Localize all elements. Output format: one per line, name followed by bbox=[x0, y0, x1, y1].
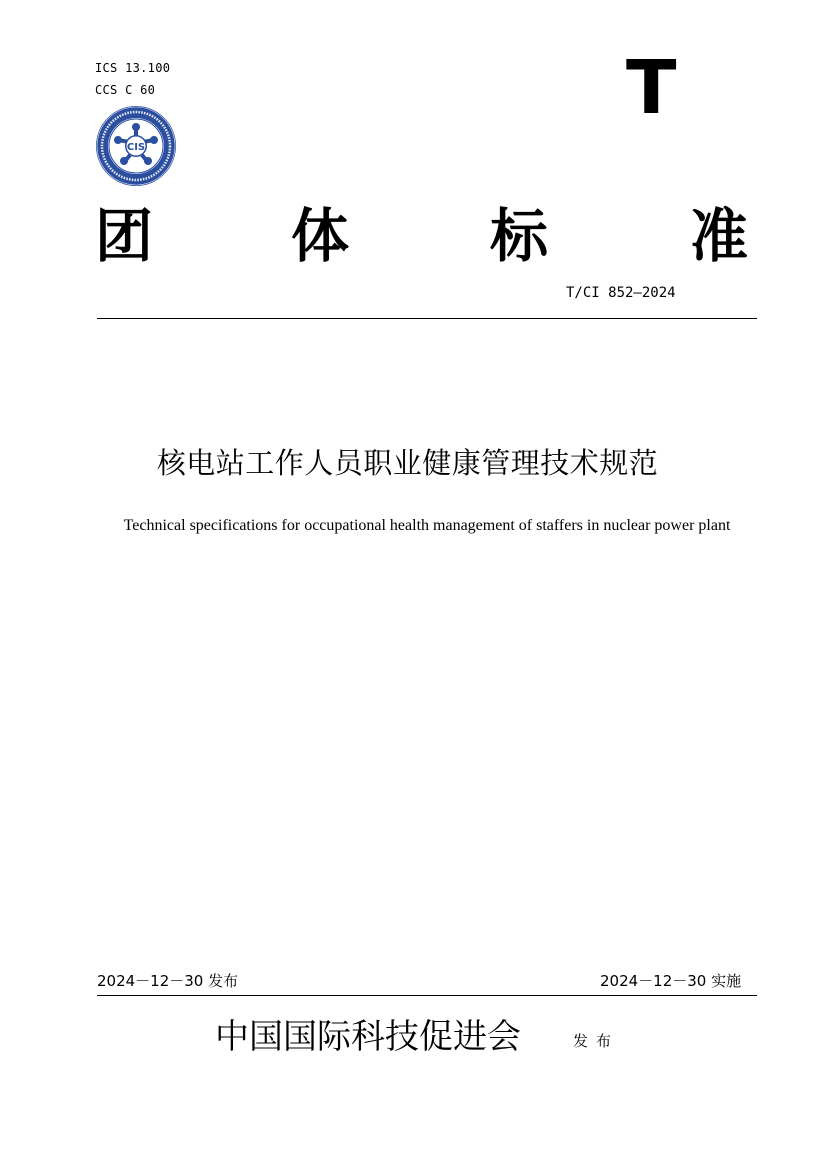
document-title-en: Technical specifications for occupational health management of staffers in nuclear power plant bbox=[123, 517, 731, 534]
document-title-cn: 核电站工作人员职业健康管理技术规范 bbox=[156, 446, 659, 480]
implementation-date: 2024－12－30 实施 bbox=[600, 972, 742, 990]
ics-code: ICS 13.100 bbox=[95, 61, 171, 75]
top-divider bbox=[97, 318, 757, 319]
cis-emblem-icon bbox=[95, 105, 177, 187]
standard-type-char: 体 bbox=[291, 202, 350, 270]
issue-date: 2024－12－30 发布 bbox=[97, 972, 239, 990]
publish-label: 发布 bbox=[573, 1032, 620, 1050]
bottom-divider bbox=[97, 995, 757, 996]
standard-number: T/CI 852—2024 bbox=[566, 285, 676, 301]
publisher-name: 中国国际科技促进会 bbox=[215, 1017, 521, 1057]
standard-type-char: 标 bbox=[490, 202, 549, 270]
ccs-code: CCS C 60 bbox=[95, 83, 156, 97]
standard-type-char: 准 bbox=[690, 202, 749, 270]
standard-category-letter: T bbox=[626, 45, 677, 131]
standard-type-char: 团 bbox=[95, 202, 154, 270]
logo-text: CIS bbox=[126, 142, 146, 153]
